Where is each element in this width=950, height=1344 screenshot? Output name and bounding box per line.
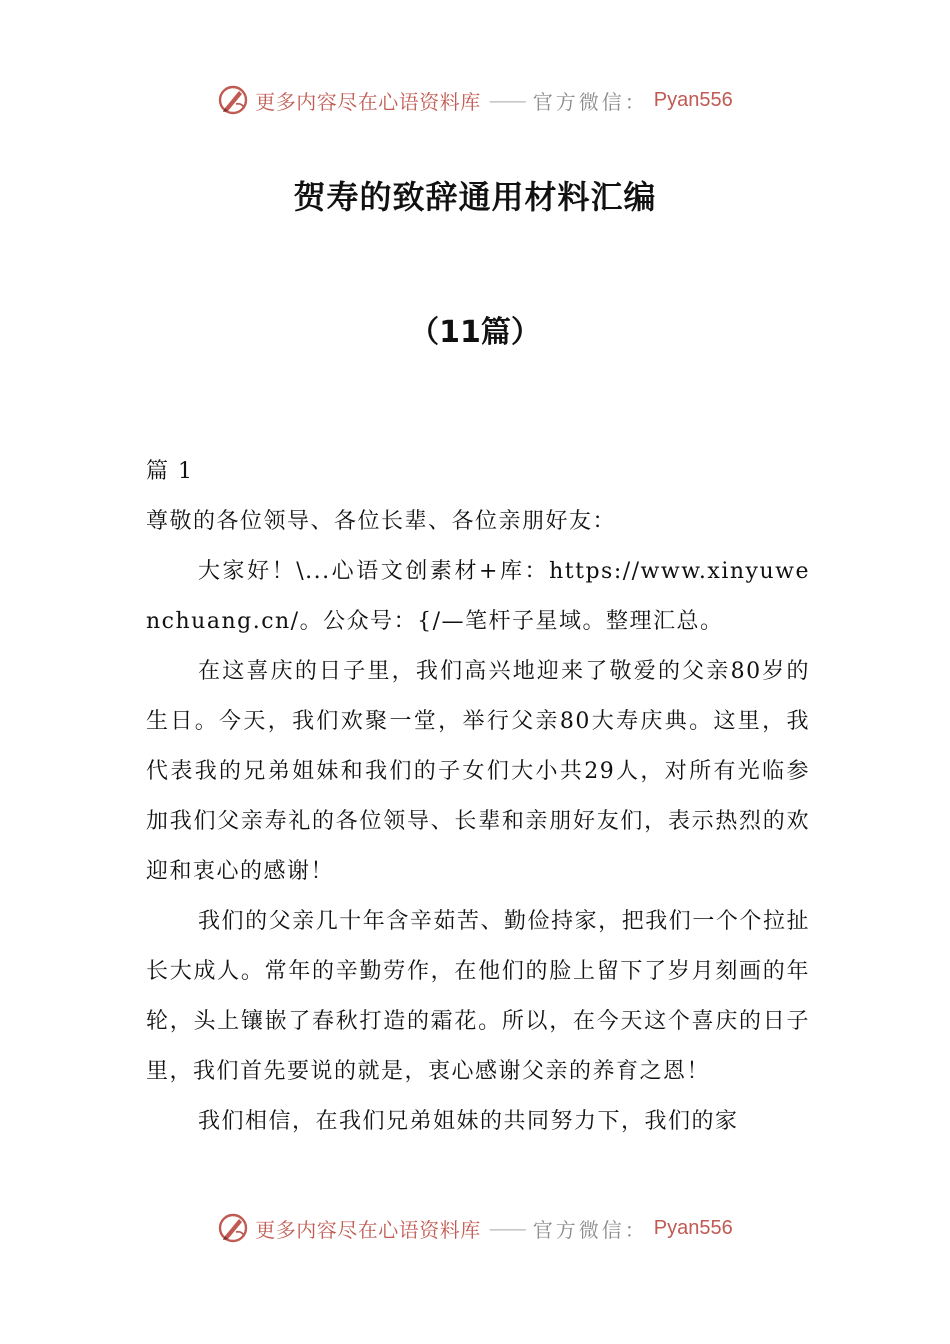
header-banner <box>0 84 950 116</box>
paragraph: 在这喜庆的日子里，我们高兴地迎来了敬爱的父亲80岁的生日。今天，我们欢聚一堂，举行父亲80大寿庆典。这里，我代表我的兄弟姐妹和我们的子女们大小共29人，对所有光临参加我们父亲寿礼的各位领导、长辈和亲朋好友们，表示热烈的欢迎和衷心的感谢！ <box>146 659 810 884</box>
banner-dash: —— <box>488 88 525 112</box>
footer-banner <box>0 1212 950 1244</box>
banner-wechat-label: 官方微信： <box>532 1217 648 1242</box>
greeting-line: 尊敬的各位领导、各位长辈、各位亲朋好友： <box>146 509 617 534</box>
document-title: 贺寿的致辞通用材料汇编 <box>293 178 657 216</box>
section-label: 篇 1 <box>146 459 194 484</box>
banner-text: 更多内容尽在心语资料库 <box>255 89 481 114</box>
document-body <box>146 447 810 1147</box>
paragraph: 大家好！\...心语文创素材+库：https://www.xinyuwenchuang.cn/。公众号：{/—笔杆子星域。整理汇总。 <box>146 559 810 634</box>
document-subtitle: （11篇） <box>409 315 541 350</box>
banner-wechat-id: Pyan556 <box>653 88 733 111</box>
banner-wechat-id: Pyan556 <box>653 1216 733 1239</box>
paragraph: 我们的父亲几十年含辛茹苦、勤俭持家，把我们一个个拉扯长大成人。常年的辛勤劳作，在他们的脸上留下了岁月刻画的年轮，头上镶嵌了春秋打造的霜花。所以，在今天这个喜庆的日子里，我们首先要说的就是，衷心感谢父亲的养育之恩！ <box>146 909 810 1084</box>
banner-text: 更多内容尽在心语资料库 <box>255 1217 481 1242</box>
paragraph: 我们相信，在我们兄弟姐妹的共同努力下，我们的家 <box>198 1109 739 1134</box>
banner-dash: —— <box>488 1216 525 1240</box>
pen-logo-icon <box>217 84 249 116</box>
pen-logo-icon <box>217 1212 249 1244</box>
banner-wechat-label: 官方微信： <box>532 89 648 114</box>
